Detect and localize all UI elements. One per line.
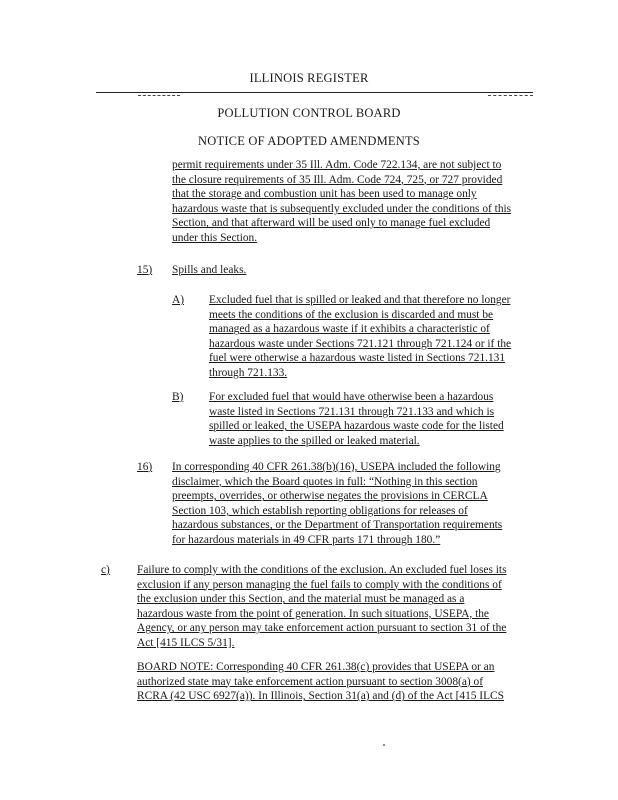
board-note xyxy=(137,660,504,704)
intro-line: that the storage and combustion unit has been used to manage only xyxy=(172,188,477,201)
item-16-line: disclaimer, which the Board quotes in full: “Nothing in this section xyxy=(172,475,478,488)
board-note-line: RCRA (42 USC 6927(a)). In Illinois, Section 31(a) and (d) of the Act [415 ILCS xyxy=(137,690,504,703)
item-16-line: hazardous substances, or the Department of Transportation requirements xyxy=(172,519,503,532)
item-16-label: 16) xyxy=(137,461,153,473)
scan-speck xyxy=(383,744,385,746)
item-c-line: Failure to comply with the conditions of the exclusion. An excluded fuel loses its xyxy=(137,564,507,576)
notice-title: NOTICE OF ADOPTED AMENDMENTS xyxy=(198,134,420,148)
intro-line: Section, and that afterward will be used only to manage fuel excluded xyxy=(172,217,491,230)
item-16-line: Section 103, which establish reporting obligations for releases of xyxy=(172,504,468,517)
item-c-line: Act [415 ILCS 5/31]. xyxy=(137,636,235,649)
item-15A-label: A) xyxy=(172,294,185,306)
item-16-text xyxy=(172,460,502,548)
board-note-line: authorized state may take enforcement action pursuant to section 3008(a) of xyxy=(137,675,484,688)
item-15A-line: managed as a hazardous waste if it exhibits a characteristic of xyxy=(209,323,490,336)
register-title: ILLINOIS REGISTER xyxy=(249,71,369,85)
intro-line: hazardous waste that is subsequently excluded under the conditions of this xyxy=(172,202,512,215)
header-rule xyxy=(96,92,533,93)
item-16-line: preempts, overrides, or otherwise negates the provisions in CERCLA xyxy=(172,490,488,503)
item-15B-text xyxy=(209,390,504,448)
intro-line: under this Section. xyxy=(172,231,258,244)
item-15B-line: For excluded fuel that would have otherwise been a hazardous xyxy=(209,391,494,403)
intro-line: the closure requirements of 35 Ill. Adm. Code 724, 725, or 727 provided xyxy=(172,173,503,186)
board-title: POLLUTION CONTROL BOARD xyxy=(217,106,401,120)
intro-paragraph xyxy=(172,158,511,246)
item-15A-text xyxy=(209,293,511,381)
item-15B-label: B) xyxy=(172,391,184,403)
item-16-line: for hazardous materials in 49 CFR parts 171 through 180.” xyxy=(172,533,441,546)
item-15B-line: spilled or leaked, the USEPA hazardous waste code for the listed xyxy=(209,420,504,433)
item-c-line: Agency, or any person may take enforcement action pursuant to section 31 of the xyxy=(137,622,507,635)
intro-line: permit requirements under 35 Ill. Adm. Code 722.134, are not subject to xyxy=(172,159,502,171)
item-15B-line: waste listed in Sections 721.131 through 721.133 and which is xyxy=(209,405,495,418)
board-note-line: BOARD NOTE: Corresponding 40 CFR 261.38(c) provides that USEPA or an xyxy=(137,661,495,673)
item-15A-line: fuel were otherwise a hazardous waste listed in Sections 721.131 xyxy=(209,352,506,365)
item-15-title: Spills and leaks. xyxy=(172,264,247,276)
item-15A-line: hazardous waste under Sections 721.121 through 721.124 or if the xyxy=(209,337,512,350)
item-15-label: 15) xyxy=(137,264,153,276)
item-15A-line: through 721.133. xyxy=(209,366,288,379)
header-rule-mark-left xyxy=(138,95,180,96)
item-c-line: exclusion if any person managing the fuel fails to comply with the conditions of xyxy=(137,578,502,591)
item-16-line: In corresponding 40 CFR 261.38(b)(16), USEPA included the following xyxy=(172,461,501,473)
item-c-line: hazardous waste from the point of generation. In such situations, USEPA, the xyxy=(137,607,489,620)
item-15B-line: waste applies to the spilled or leaked material. xyxy=(209,434,420,447)
item-15A-line: Excluded fuel that is spilled or leaked and that therefore no longer xyxy=(209,294,511,306)
item-15A-line: meets the conditions of the exclusion is discarded and must be xyxy=(209,308,494,321)
header-rule-mark-right xyxy=(488,95,533,96)
item-c-label: c) xyxy=(101,564,110,576)
item-c-line: the exclusion under this Section, and the material must be managed as a xyxy=(137,593,465,606)
item-c-text xyxy=(137,563,507,651)
